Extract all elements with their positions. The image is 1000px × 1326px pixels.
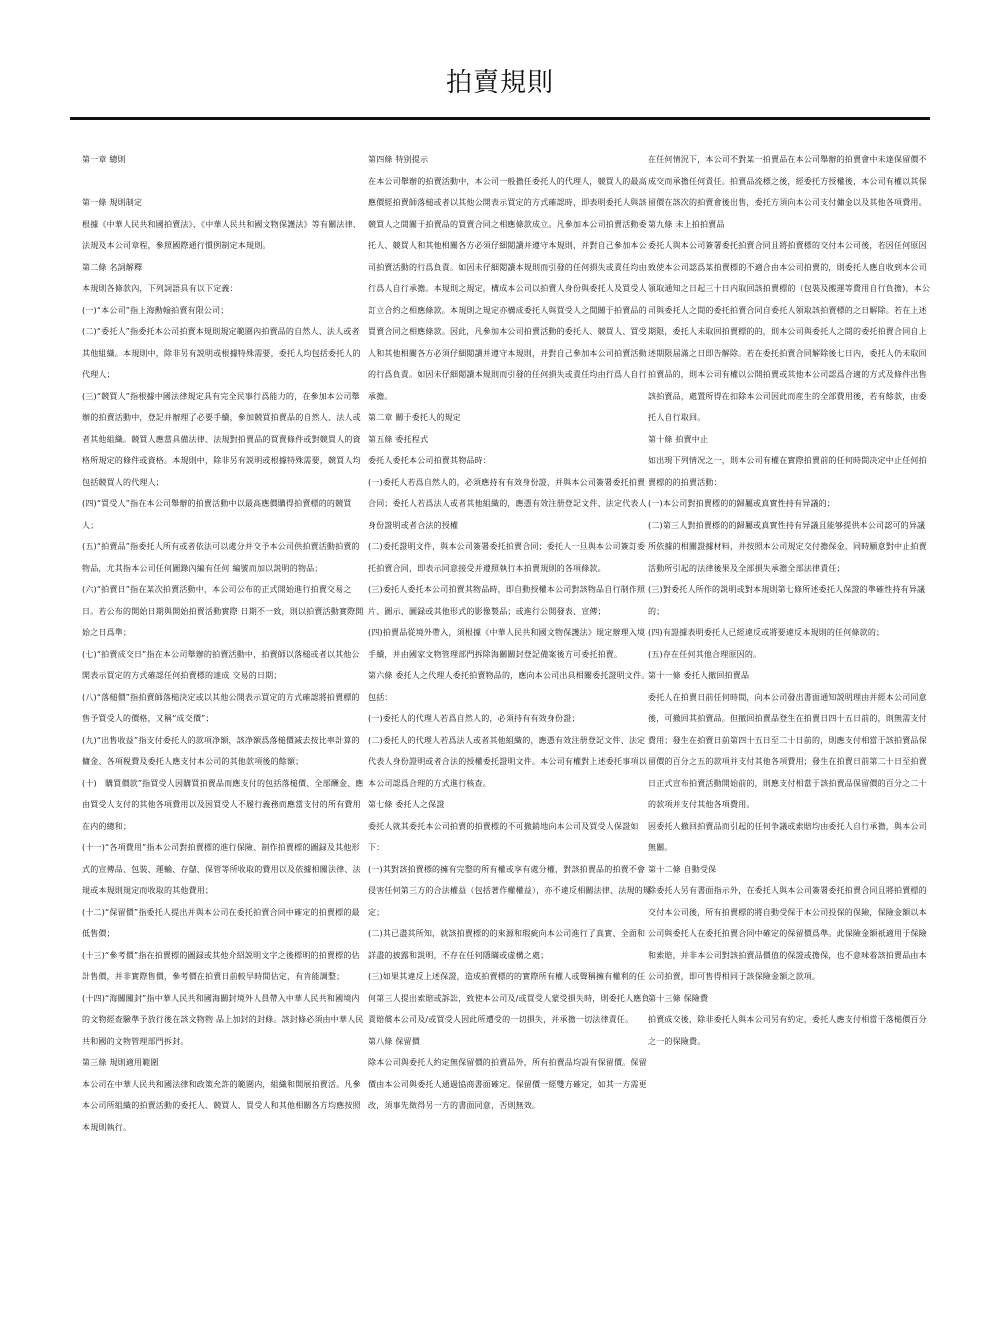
paragraph: (五)存在任何其他合理原因的。	[648, 649, 762, 659]
paragraph: (二)委托人的代理人若爲法人或者其他組織的，應憑有效注册登記文件、法定代表人身份證明或者合法的授權委托證明文件。本公司有權對上述委托事項以本公司認爲合理的方式進行核查。	[368, 735, 647, 788]
paragraph: (五)“拍賣品”指委托人所有或者依法可以處分并交予本公司供拍賣活動拍賣的物品，尤其指本公司任何圖錄內編有任何 編號而加以説明的物品；	[82, 542, 360, 573]
paragraph: (二)“委托人”指委托本公司拍賣本規則規定範圍內拍賣品的自然人、法人或者其他組織。本規則中，除非另有説明或根據特殊需要，委托人均包括委托人的代理人；	[82, 327, 361, 379]
paragraph: (四)“買受人”指在本公司舉辦的拍賣活動中以最高應價購得拍賣標的的競買人；	[82, 499, 352, 530]
paragraph: (一)委托人的代理人若爲自然人的，必須持有有效身份證；	[368, 714, 580, 723]
paragraph: (十四)“海關關封”指中華人民共和國海關封境外人員帶入中華人民共和國境内的文物經查驗準予放行後在該文物物 品上加封的封條。該封條必須由中華人民共和國的文物管理部門拆封。	[82, 993, 364, 1046]
paragraph: (十二)“保留價”指委托人提出并與本公司在委托拍賣合同中確定的拍賣標的最低售價；	[82, 907, 360, 938]
paragraph: 在本公司舉辦的拍賣活動中，本公司一般擔任委托人的代理人，競買人的最高應價經拍賣師落槌或者以其他公開表示買定的方式確認時，即表明委托人與該競買人之間關于拍賣品的買賣合同之相應條款成立。凡參加本公司拍賣活動委托人、競買人和其他相關各方必須仔細閲讀并遵守本規則，并對自己參加本公司拍賣活動的行爲負責。如因未仔細閲讀本規則而引發的任何損失或責任均由行爲人自行承擔。本規則之規定，構成本公司以拍賣人身份與委托人及買受人訂立合約之相應條款。本規則之規定亦構成委托人與買受人之間關于拍賣品的買賣合同之相應條款。因此，凡參加本公司拍賣活動的委托人、競買人、買受人和其他相關各方必須仔細閲讀并遵守本規則，并對自己參加本公司拍賣活動的行爲負責。如因未仔細閲讀本規則而引發的任何損失或責任均由行爲人自行承擔。	[368, 176, 647, 401]
paragraph: (六)“拍賣日”指在某次拍賣活動中，本公司公布的正式開始進行拍賣交易之日。若公布的開始日期與開始拍賣活動實際 日期不一致，則以拍賣活動實際開始之日爲準；	[82, 585, 364, 637]
section-heading: 第二章 關于委托人的規定	[368, 413, 461, 422]
paragraph: 本公司在中華人民共和國法律和政策允許的範圍内，組織和開展拍賣活。凡參本公司所組織的拍賣活動的委托人、競買人、買受人和其他相關各方均應按照本規則執行。	[82, 1079, 361, 1132]
paragraph: (三)對委托人所作的説明或對本規則第七條所述委托人保證的準確性持有异議的；	[648, 585, 926, 616]
paragraph: 委托人與本公司簽署委托拍賣合同且將拍賣標的交付本公司後，若因任何原因致使本公司認爲某拍賣標的不適合由本公司拍賣的，則委托人應自收到本公司領取通知之日起三十日内取回該拍賣標的（包裝及搬運等費用自行負擔)，本公司與委托人之間的委托拍賣合同自委托人領取該拍賣標的之日解除。若在上述期限，委托人未取回拍賣標的的，則本公司與委托人之間的委托拍賣合同自上述期限届滿之日即告解除。若在委托拍賣合同解除後七日内，委托人仍未取回拍賣品的，則本公司有權以公開拍賣或其他本公司認爲合適的方式及條件出售該拍賣品，處置所得在扣除本公司因此而産生的全部費用後，若有餘款，由委托人自行取回。	[648, 241, 931, 422]
section-heading: 第一章 總則	[82, 155, 126, 164]
paragraph: 除委托人另有書面指示外，在委托人與本公司簽署委托拍賣合同且將拍賣標的交付本公司後，所有拍賣標的將自動受保于本公司投保的保險，保險金額以本公司與委托人在委托拍賣合同中確定的保留價爲準。此保險金額祇適用于保險和索賠，并非本公司對該拍賣品價值的保證或擔保，也不意味着該拍賣品由本公司拍賣，即可售得相同于該保險金額之款項。	[648, 886, 927, 981]
paragraph: (十) 購買價款”指買受人因購買拍賣品而應支付的包括落槌價、全部酬金、應由買受人支付的其他各項費用以及因買受人不履行義務而應當支付的所有費用在内的總和；	[82, 778, 364, 831]
paragraph: (一)其對該拍賣標的擁有完整的所有權或享有處分權，對該拍賣品的拍賣不會侵害任何第三方的合法權益（包括著作權權益），亦不違反相關法律、法規的規定；	[368, 864, 651, 917]
paragraph: (三)“競買人”指根據中國法律規定具有完全民事行爲能力的，在參加本公司舉辦的拍賣活動中，登記并辦理了必要手續，參加競買拍賣品的自然人、法人或者其他組織。競買人應當具備法律、法規對拍賣品的買賣條件或對競買人的資格所規定的條件或資格。本規則中，除非另有説明或根據特殊需要，競買人均包括競買人的代理人；	[82, 391, 361, 487]
paragraph: (二)其已盡其所知，就該拍賣標的的來源和瑕疵向本公司進行了真實、全面和詳盡的披露和説明，不存在任何隱瞞或虚構之處；	[368, 929, 646, 960]
paragraph: 委托人在拍賣日前任何時間，向本公司發出書面通知説明理由并經本公司同意後，可撤回其拍賣品。但撤回拍賣品登生在拍賣日四十五日前的，則無需支付費用；發生在拍賣日前第四十五日至二十日前的，則應支付相當于該拍賣品保留價的百分之五的款項并支付其他各項費用；發生在拍賣日前第二十日至拍賣日正式宣布拍賣活動開始前的，則應支付相當于該拍賣品保留價的百分之二十的款項并支付其他各項費用。	[648, 692, 927, 809]
paragraph: (九)“出售收益”指支付委托人的款項净額，該净額爲落槌價减去按比率計算的傭金、各項税費及委托人應支付本公司的其他款項後的餘額；	[82, 735, 360, 766]
paragraph: (一)本公司對拍賣標的的歸屬或真實性持有异議的；	[648, 499, 836, 508]
paragraph: 本規則各條款內，下列詞語具有以下定義：	[82, 284, 238, 293]
paragraph: 根據《中華人民共和國拍賣法》、《中華人民共和國文物保護法》等有關法律、法規及本公司章程，參照國際通行慣例制定本規則。	[82, 219, 361, 250]
paragraph: 委托人委托本公司拍賣其物品時：	[368, 456, 491, 465]
page-title: 拍賣規則	[445, 68, 554, 98]
paragraph: (三)委托人委托本公司拍賣其物品時，即自動授權本公司對該物品自行制作照片、圖示、圖録或其他形式的影像製品；或進行公開發表、宣傳；	[368, 585, 646, 616]
section-heading: 第十二條 自動受保	[648, 864, 717, 874]
paragraph: 在任何情況下，本公司不對某一拍賣品在本公司舉辦的拍賣會中未達保留價不成交而承擔任何責任。拍賣品流標之後，經委托方授權後，本公司有權以其保留價在該次的拍賣會後出售，委托方須向本公司支付傭金以及其他各項費用。	[648, 155, 927, 207]
paragraph: (一)委托人若爲自然人的，必須應持有有效身份證，并與本公司簽署委托拍賣合同；委托人若爲法人或者其他組織的，應憑有效注册登記文件、法定代表人身份證明或者合法的授權	[368, 477, 647, 530]
paragraph: (三)如果其違反上述保證，造成拍賣標的的實際所有權人或聲稱擁有權利的任何第三人提出索賠或訴訟，致使本公司及/或買受人蒙受損失時，則委托人應負責賠償本公司及/或買受人因此所遭受的一切損失，并承擔一切法律責任。	[368, 972, 650, 1024]
paragraph: 第六條 委托人之代理人委托拍賣物品的，應向本公司出具相關委托證明文件。包括：	[368, 671, 650, 702]
paragraph: (二)委托證明文件，與本公司簽署委托拍賣合同；委托人一旦與本公司簽訂委托拍賣合同，即表示同意接受并遵照執行本拍賣規則的各項條款。	[368, 542, 646, 573]
section-heading: 第十三條 保險費	[648, 993, 709, 1003]
title-divider	[70, 117, 930, 120]
section-heading: 第十條 拍賣中止	[648, 434, 709, 444]
paragraph: 除本公司與委托人約定無保留價的拍賣品外，所有拍賣品均設有保留價。保留價由本公司與委托人通過協商書面確定。保留價一經雙方確定，如其一方需更改，須事先徵得另一方的書面同意，否則無效。	[368, 1058, 647, 1110]
paragraph: (二)第三人對拍賣標的的歸屬或真實性持有异議且能够提供本公司認可的异議所依據的相關證據材料，并按照本公司規定交付擔保金，同時願意對中止拍賣活動所引起的法律後果及全部損失承擔全部法律責任；	[648, 520, 927, 573]
section-heading: 第七條 委托人之保證	[368, 800, 445, 809]
paragraph: (四)有證據表明委托人已經違反或將要違反本規則的任何條款的；	[648, 628, 885, 637]
paragraph: 因委托人撤回拍賣品而引起的任何争議或索賠均由委托人自行承擔，與本公司無關。	[648, 821, 927, 852]
paragraph: 如出現下列情况之一，則本公司有權在實際拍賣前的任何時間决定中止任何拍賣標的的拍賣活動：	[648, 456, 927, 487]
paragraph: 拍賣成交後，除非委托人與本公司另有約定，委托人應支付相當于落槌價百分之一的保險費。	[648, 1015, 927, 1046]
spacer	[82, 171, 365, 193]
section-heading: 第四條 特别提示	[368, 155, 429, 164]
column-3	[648, 149, 931, 1052]
paragraph: (十三)“參考價”指在拍賣標的圖録或其他介紹説明文字之後標明的拍賣標的估計售價，并非實際售價，參考價在拍賣日前較早時間估定，有肯能調整；	[82, 950, 360, 981]
section-heading: 第五條 委托程式	[368, 434, 429, 444]
column-1	[82, 149, 365, 1138]
paragraph: (七)“拍賣成交日”指在本公司舉辦的拍賣活動中，拍賣師以落槌或者以其他公開表示買定的方式確認任何拍賣標的達成 交易的日期；	[82, 649, 360, 680]
section-heading: 第二條 名詞解釋	[82, 262, 143, 272]
column-2	[368, 149, 651, 1117]
paragraph: (八)“落槌價”指拍賣師落槌決定或以其他公開表示買定的方式確認將拍賣標的售予買受人的價格，又稱“成交價”；	[82, 692, 360, 723]
section-heading: 第十一條 委托人撤回拍賣品	[648, 671, 750, 680]
section-heading: 第三條 規則適用範圍	[82, 1058, 159, 1067]
section-heading: 第九條 未上拍拍賣品	[648, 219, 725, 229]
paragraph: (四)拍賣品從境外帶入，須根據《中華人民共和國文物保護法》規定辦理入境手續，并由國家文物管理部門拆除海關關封登記備案後方可委托拍賣。	[368, 628, 646, 659]
paragraph: (一)“本公司”指上海勳翰拍賣有限公司；	[82, 305, 229, 315]
paragraph: (十一)“各項費用”指本公司對拍賣標的進行保險、制作拍賣標的圖録及其他形式的宣傳品、包裝、運輸、存儲、保管等所收取的費用以及依據相關法律、法規或本規則規定而收取的其他費用；	[82, 843, 361, 895]
section-heading: 第一條 規則制定	[82, 198, 143, 207]
paragraph: 委托人就其委托本公司拍賣的拍賣標的不可撤銷地向本公司及買受人保證如下：	[368, 821, 639, 852]
section-heading: 第八條 保留價	[368, 1036, 420, 1046]
